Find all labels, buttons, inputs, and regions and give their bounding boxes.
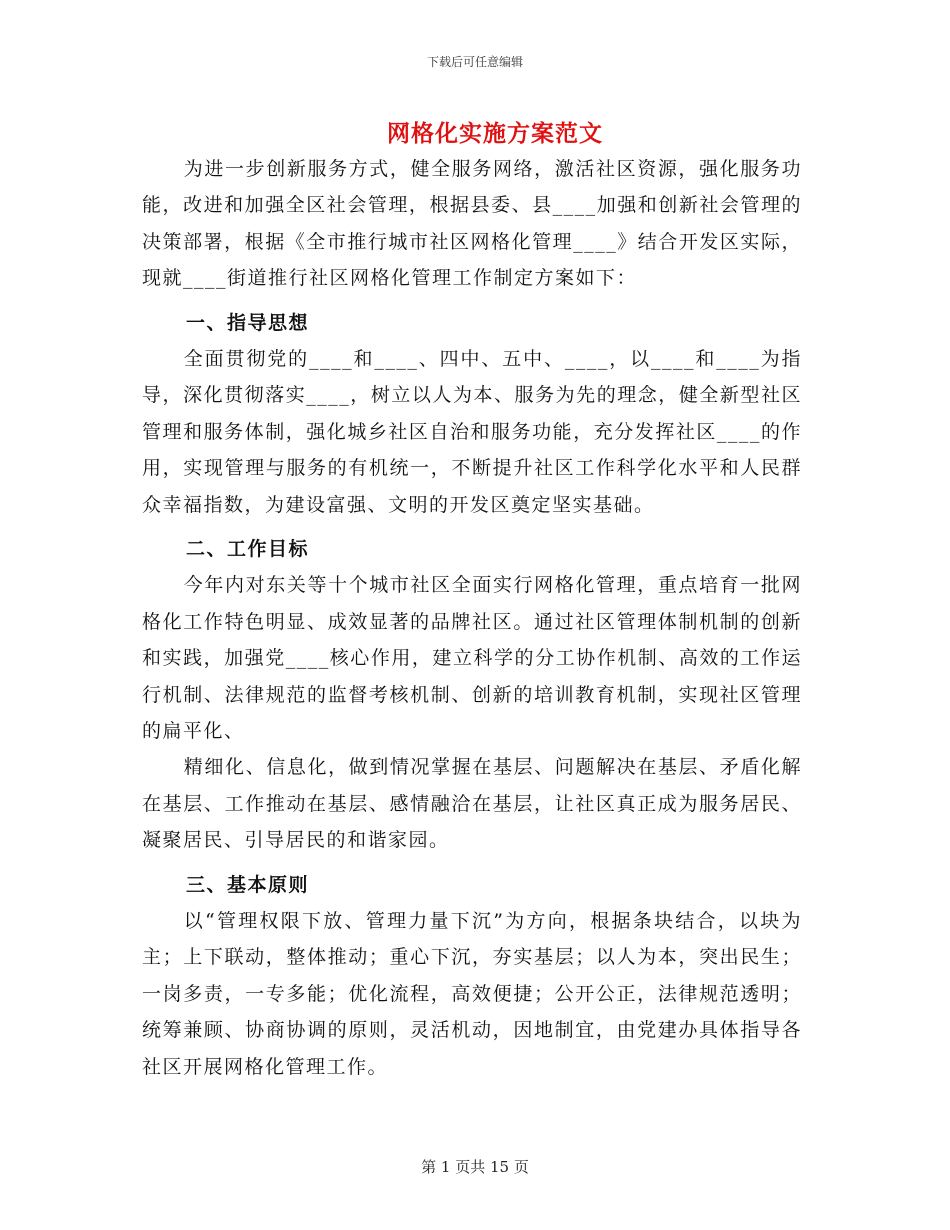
section-body-guiding-ideology: 全面贯彻党的____和____、四中、五中、____，以____和____为指导，深化贯彻落实____，树立以人为本、服务为先的理念，健全新型社区管理和服务体制，强化城乡社区自治和服务功能，充分发挥社区____的作用，实现管理与服务的有机统一，不断提升社区工作科学化水平和人民群众幸福指数，为建设富强、文明的开发区奠定坚实基础。 bbox=[142, 348, 802, 516]
section-body-basic-principles: 以“管理权限下放、管理力量下沉”为方向，根据条块结合，以块为主；上下联动，整体推动；重心下沉，夯实基层；以人为本，突出民生；一岗多责，一专多能；优化流程，高效便捷；公开公正，法律规范透明；统筹兼顾、协商协调的原则，灵活机动，因地制宜，由党建办具体指导各社区开展网格化管理工作。 bbox=[142, 910, 802, 1078]
section-heading-work-goals: 二、工作目标 bbox=[186, 538, 310, 561]
spacer bbox=[142, 859, 802, 867]
page-number-footer: 第 1 页共 15 页 bbox=[421, 1158, 529, 1176]
spacer bbox=[142, 297, 802, 305]
document-body bbox=[142, 151, 802, 1085]
section-body-work-goals-2: 精细化、信息化，做到情况掌握在基层、问题解决在基层、矛盾化解在基层、工作推动在基层、感情融洽在基层，让社区真正成为服务居民、凝聚居民、引导居民的和谐家园。 bbox=[142, 756, 802, 852]
header-note: 下载后可任意编辑 bbox=[426, 55, 523, 69]
section-body-work-goals-1: 今年内对东关等十个城市社区全面实行网格化管理，重点培育一批网格化工作特色明显、成效显著的品牌社区。通过社区管理体制机制的创新和实践，加强党____核心作用，建立科学的分工协作机制、高效的工作运行机制、法律规范的监督考核机制、创新的培训教育机制，实现社区管理的扁平化、 bbox=[142, 574, 802, 743]
spacer bbox=[142, 523, 802, 531]
section-heading-guiding-ideology: 一、指导思想 bbox=[186, 311, 310, 334]
section-heading-basic-principles: 三、基本原则 bbox=[186, 873, 310, 896]
intro-paragraph: 为进一步创新服务方式，健全服务网络，激活社区资源，强化服务功能，改进和加强全区社会管理，根据县委、县____加强和创新社会管理的决策部署，根据《全市推行城市社区网格化管理____》结合开发区实际，现就____街道推行社区网格化管理工作制定方案如下： bbox=[142, 158, 802, 290]
document-title: 网格化实施方案范文 bbox=[387, 120, 603, 147]
